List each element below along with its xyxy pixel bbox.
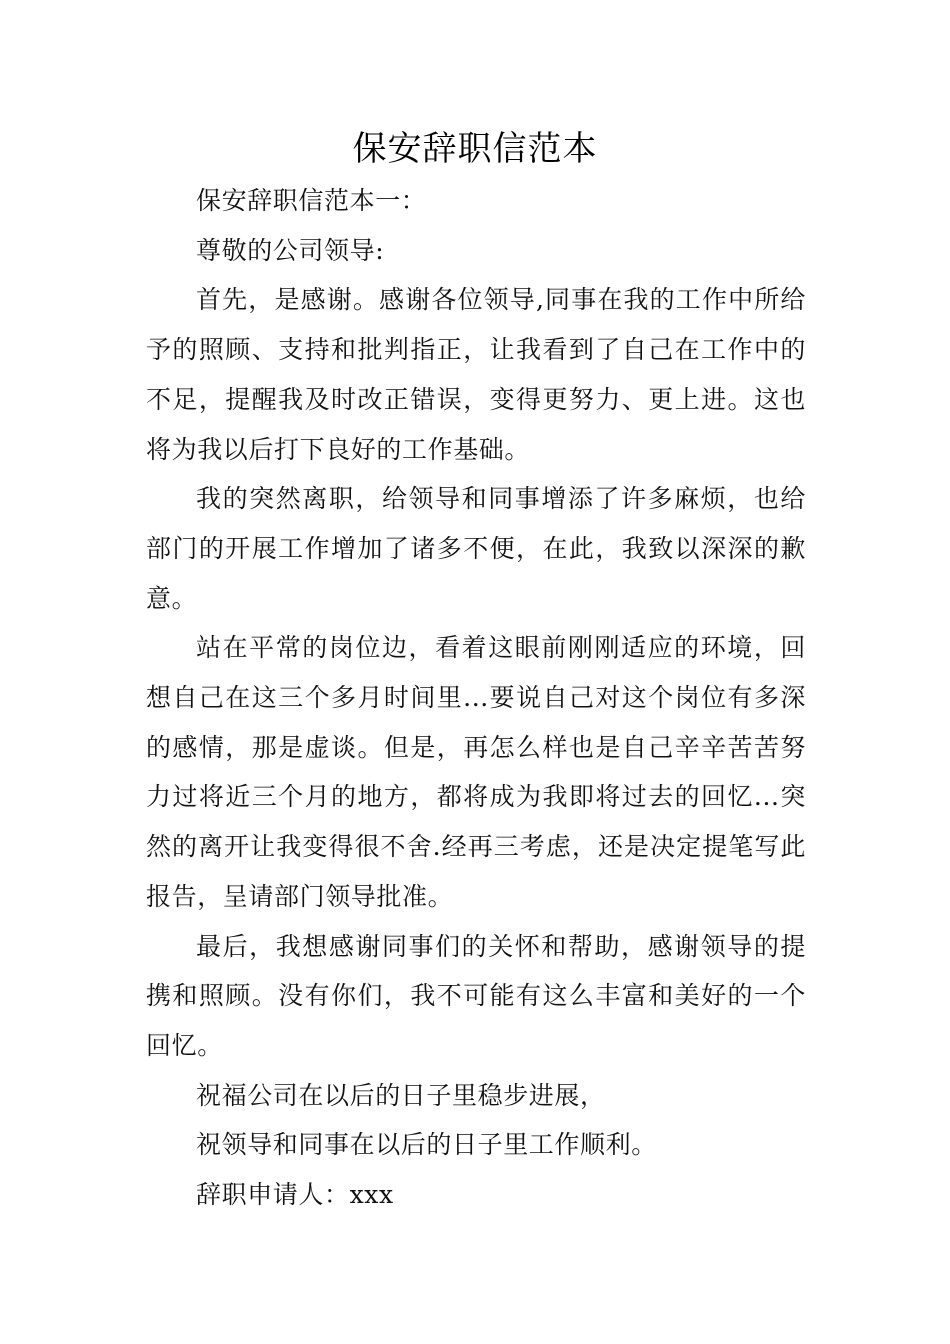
signature-line: 辞职申请人：xxx <box>196 1180 394 1210</box>
salutation: 尊敬的公司领导: <box>196 235 385 265</box>
blessing-colleagues: 祝领导和同事在以后的日子里工作顺利。 <box>196 1130 657 1160</box>
section-heading: 保安辞职信范本一： <box>196 186 427 215</box>
paragraph-apology: 我的突然离职，给领导和同事增添了许多麻烦，也给部门的开展工作增加了诸多不便，在此，我致以深深的歉意。 <box>146 484 806 613</box>
paragraph-thanks: 首先，是感谢。感谢各位领导,同事在我的工作中所给予的照顾、支持和批判指正，让我看到了自己在工作中的不足，提醒我及时改正错误，变得更努力、更上进。这也将为我以后打下良好的工作基础。 <box>146 285 806 464</box>
document-body <box>146 176 806 1220</box>
paragraph-reflection: 站在平常的岗位边，看着这眼前刚刚适应的环境，回想自己在这三个多月时间里...要说自己对这个岗位有多深的感情，那是虚谈。但是，再怎么样也是自己辛辛苦苦努力过将近三个月的地方，都将成为我即将过去的回忆...突然的离开让我变得很不舍.经再三考虑，还是决定提笔写此报告，呈请部门领导批准。 <box>146 633 806 911</box>
document-title: 保安辞职信范本 <box>352 129 598 169</box>
paragraph-closing-thanks: 最后，我想感谢同事们的关怀和帮助，感谢领导的提携和照顾。没有你们，我不可能有这么丰富和美好的一个回忆。 <box>146 931 806 1060</box>
blessing-company: 祝福公司在以后的日子里稳步进展， <box>196 1080 606 1110</box>
